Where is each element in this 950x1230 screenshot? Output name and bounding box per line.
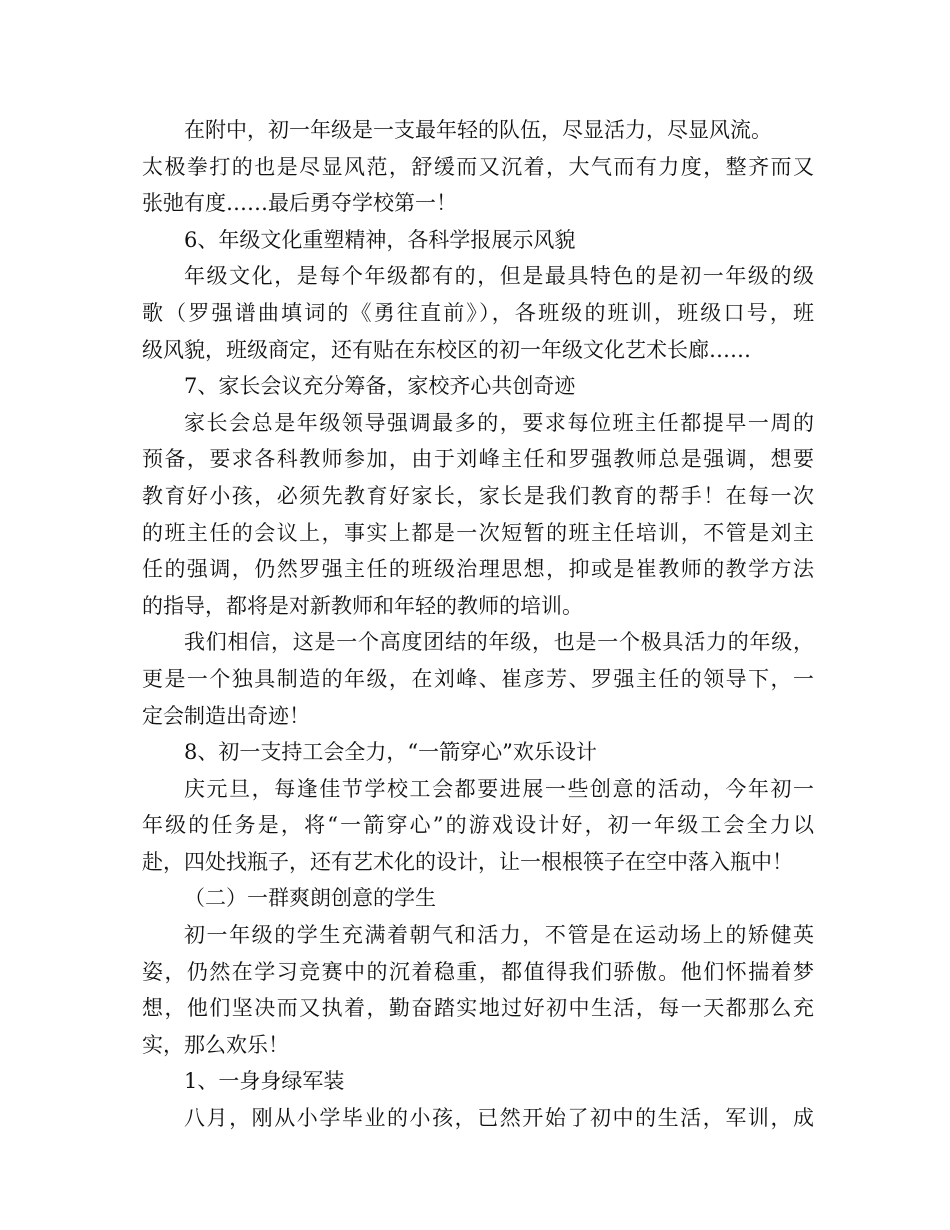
document-page [142,112,814,1137]
paragraph-line: 想，他们坚决而又执着，勤奋踏实地过好初中生活，每一天都那么充 [142,996,814,1021]
paragraph-line: 定会制造出奇迹！ [142,703,310,728]
paragraph-line: 的班主任的会议上，事实上都是一次短暂的班主任培训，不管是刘主 [142,520,814,545]
paragraph-line: 庆元旦，每逢佳节学校工会都要进展一些创意的活动，今年初一 [184,776,814,801]
paragraph-line: 的指导，都将是对新教师和年轻的教师的培训。 [142,593,583,618]
paragraph-line: 家长会总是年级领导强调最多的，要求每位班主任都提早一周的 [184,410,814,435]
section-heading: 6、年级文化重塑精神，各科学报展示风貌 [184,227,576,252]
section-heading: 8、初一支持工会全力，“一箭穿心”欢乐设计 [184,740,597,765]
section-heading: （二）一群爽朗创意的学生 [184,886,436,911]
paragraph-line: 太极拳打的也是尽显风范，舒缓而又沉着，大气而有力度，整齐而又 [142,154,814,179]
paragraph-line: 张弛有度……最后勇夺学校第一！ [142,191,457,216]
paragraph-line: 预备，要求各科教师参加，由于刘峰主任和罗强教师总是强调，想要 [142,447,814,472]
paragraph-line: 初一年级的学生充满着朝气和活力，不管是在运动场上的矫健英 [184,923,814,948]
paragraph-line: 赴，四处找瓶子，还有艺术化的设计，让一根根筷子在空中落入瓶中！ [142,849,793,874]
paragraph-line: 在附中，初一年级是一支最年轻的队伍，尽显活力，尽显风流。 [184,118,772,142]
section-heading: 1、一身身绿军装 [184,1069,345,1094]
paragraph-line: 姿，仍然在学习竞赛中的沉着稳重，都值得我们骄傲。他们怀揣着梦 [142,959,814,984]
paragraph-line: 我们相信，这是一个高度团结的年级，也是一个极具活力的年级， [184,630,814,655]
paragraph-line: 级风貌，班级商定，还有贴在东校区的初一年级文化艺术长廊…… [142,337,751,362]
paragraph-line: 实，那么欢乐！ [142,1032,289,1057]
section-heading: 7、家长会议充分筹备，家校齐心共创奇迹 [184,374,576,399]
paragraph-line: 任的强调，仍然罗强主任的班级治理思想，抑或是崔教师的教学方法 [142,557,814,582]
paragraph-line: 年级的任务是，将“一箭穿心”的游戏设计好，初一年级工会全力以 [142,813,814,838]
paragraph-line: 更是一个独具制造的年级，在刘峰、崔彦芳、罗强主任的领导下，一 [142,666,814,691]
paragraph-line: 歌（罗强谱曲填词的《勇往直前》），各班级的班训，班级口号，班 [142,300,814,325]
paragraph-line: 年级文化，是每个年级都有的，但是最具特色的是初一年级的级 [184,264,814,289]
paragraph-line: 教育好小孩，必须先教育好家长，家长是我们教育的帮手！在每一次 [142,483,814,508]
paragraph-line: 八月，刚从小学毕业的小孩，已然开始了初中的生活，军训，成 [184,1106,814,1131]
